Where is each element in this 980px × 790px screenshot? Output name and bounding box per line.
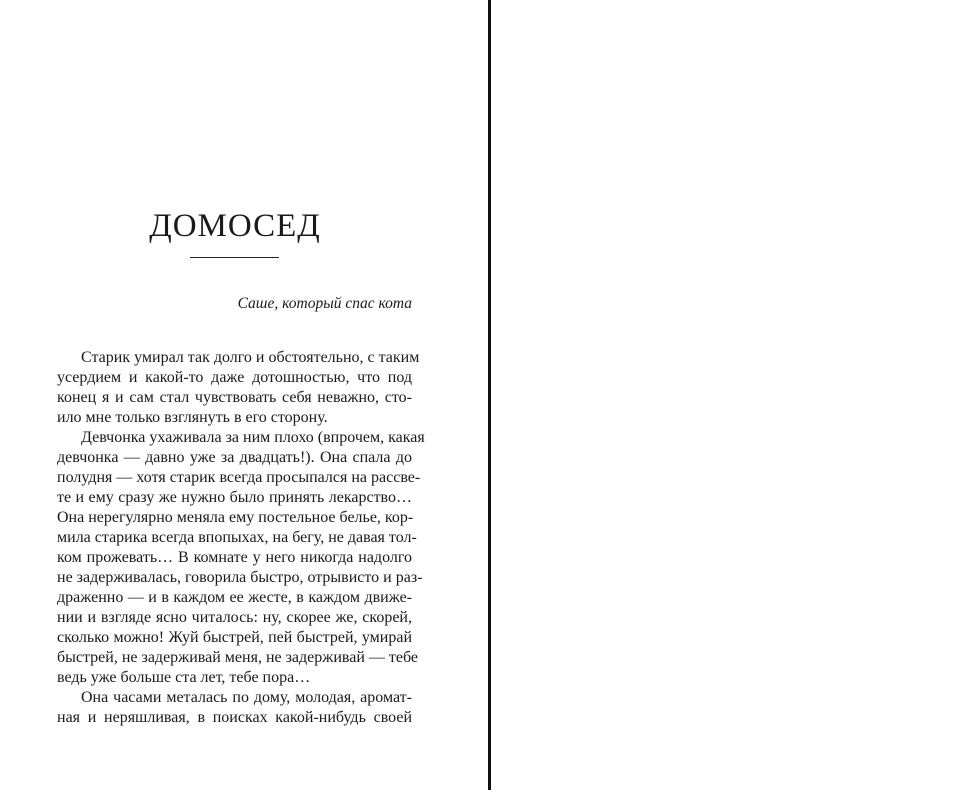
text-line: усердием и какой-то даже дотошностью, что под <box>57 369 412 386</box>
text-line: девчонка — давно уже за двадцать!). Она спала до <box>57 449 412 466</box>
dedication: Саше, который спас кота <box>237 295 412 312</box>
text-line: мила старика всегда впопыхах, на бегу, не давая тол- <box>57 529 417 546</box>
right-page <box>491 0 980 790</box>
text-line: ная и неряшливая, в поисках какой-нибудь своей <box>57 709 412 726</box>
text-line: быстрей, не задерживай меня, не задерживай — тебе <box>57 649 419 666</box>
text-line: сколько можно! Жуй быстрей, пей быстрей, умирай <box>57 629 412 646</box>
text-line: те и ему сразу же нужно было принять лекарство… <box>57 489 412 506</box>
text-line: полудня — хотя старик всегда просыпался на рассве- <box>57 469 421 486</box>
left-page <box>0 0 489 790</box>
text-line: нии и взгляде ясно читалось: ну, скорее же, скорей, <box>57 609 412 626</box>
text-line: драженно — и в каждом ее жесте, в каждом движе- <box>57 589 412 606</box>
text-line: Старик умирал так долго и обстоятельно, с таким <box>81 349 420 366</box>
text-line: ведь уже больше ста лет, тебе пора… <box>57 669 311 686</box>
text-line: не задерживалась, говорила быстро, отрывисто и раз- <box>57 569 423 586</box>
title-rule <box>190 257 279 258</box>
text-line: конец я и сам стал чувствовать себя неважно, сто- <box>57 389 412 406</box>
text-line: ило мне только взглянуть в его сторону. <box>57 409 328 426</box>
chapter-title: ДОМОСЕД <box>149 208 321 244</box>
text-line: ком прожевать… В комнате у него никогда надолго <box>57 549 412 566</box>
left-body-text <box>57 348 425 728</box>
text-line: Она часами металась по дому, молодая, аромат- <box>81 689 412 706</box>
text-line: Она нерегулярно меняла ему постельное белье, кор- <box>57 509 414 526</box>
text-line: Девчонка ухаживала за ним плохо (впрочем, какая <box>81 429 425 446</box>
